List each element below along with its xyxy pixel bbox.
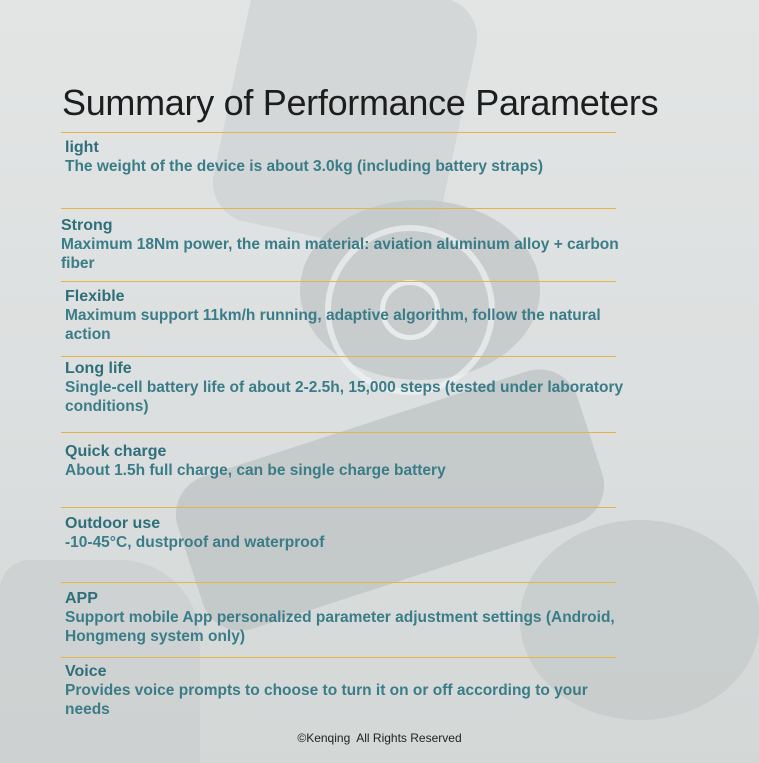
divider — [61, 356, 616, 357]
param-desc: Provides voice prompts to choose to turn it on or off according to your needs — [65, 682, 588, 718]
param-desc: Maximum 18Nm power, the main material: aviation aluminum alloy + carbon fiber — [61, 236, 619, 272]
param-item-flexible — [65, 287, 625, 344]
param-name: APP — [65, 590, 98, 607]
param-desc: The weight of the device is about 3.0kg (including battery straps) — [65, 158, 543, 175]
param-item-strong — [61, 216, 621, 273]
param-desc: -10-45°C, dustproof and waterproof — [65, 534, 325, 551]
param-desc: Maximum support 11km/h running, adaptive algorithm, follow the natural action — [65, 307, 601, 343]
page-title: Summary of Performance Parameters — [62, 82, 659, 123]
param-desc: Single-cell battery life of about 2-2.5h, 15,000 steps (tested under laboratory conditions) — [65, 379, 624, 415]
divider — [61, 657, 616, 658]
param-name: Voice — [65, 663, 107, 680]
param-item-app — [65, 589, 625, 646]
param-name: Quick charge — [65, 443, 167, 460]
divider — [61, 208, 616, 209]
param-name: light — [65, 139, 99, 156]
divider — [61, 582, 616, 583]
param-name: Strong — [61, 217, 113, 234]
param-desc: About 1.5h full charge, can be single charge battery — [65, 462, 446, 479]
divider — [61, 281, 616, 282]
param-name: Long life — [65, 360, 132, 377]
param-desc: Support mobile App personalized parameter adjustment settings (Android, Hongmeng system only) — [65, 609, 615, 645]
divider — [61, 507, 616, 508]
param-item-long-life — [65, 359, 625, 416]
param-item-voice — [65, 662, 625, 719]
copyright-footer: ©Kenqing All Rights Reserved — [297, 731, 462, 745]
param-item-outdoor-use — [65, 514, 625, 552]
param-item-quick-charge — [65, 442, 625, 480]
param-name: Flexible — [65, 288, 125, 305]
param-name: Outdoor use — [65, 515, 161, 532]
param-item-light — [65, 138, 625, 176]
divider — [61, 132, 616, 133]
divider — [61, 432, 616, 433]
